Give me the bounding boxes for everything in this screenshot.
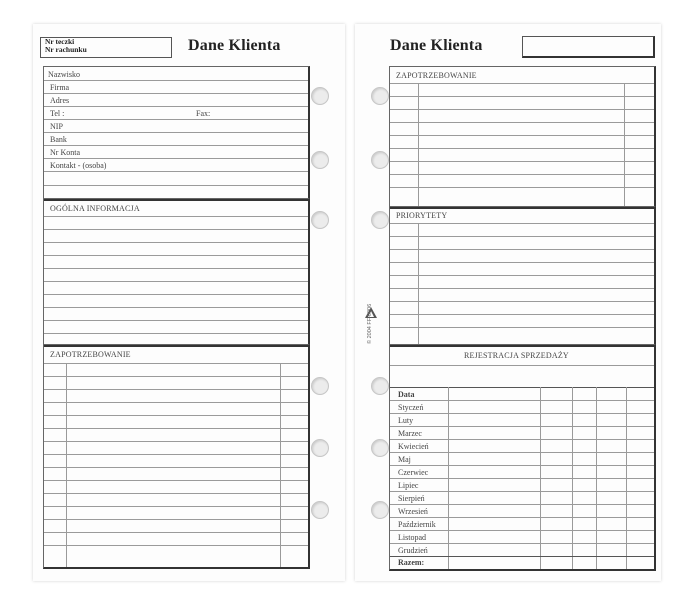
punch-hole <box>311 87 329 105</box>
field-label-name: Nazwisko <box>48 70 80 79</box>
total-label: Razem: <box>398 558 425 567</box>
field-label-contact: Kontakt - (osoba) <box>50 161 107 170</box>
punch-hole <box>311 151 329 169</box>
field-label-company: Firma <box>50 83 70 92</box>
field-label-nip: NIP <box>50 122 63 131</box>
field-label-address: Adres <box>50 96 70 105</box>
month-label: Czerwiec <box>398 468 429 477</box>
punch-hole <box>311 377 329 395</box>
left-page <box>33 24 345 581</box>
punch-hole <box>311 439 329 457</box>
header-input-box[interactable] <box>522 36 655 58</box>
file-number-box[interactable] <box>40 37 172 58</box>
sales-register-heading: REJESTRACJA SPRZEDAŻY <box>464 351 569 360</box>
contact-details-block <box>43 66 310 201</box>
needs-block-right <box>389 66 656 209</box>
date-column-header: Data <box>398 390 415 399</box>
punch-hole <box>371 501 389 519</box>
field-label-account: Nr Konta <box>50 148 80 157</box>
field-label-phone: Tel : <box>50 109 65 118</box>
sales-register-block <box>389 344 656 571</box>
file-number-label: Nr teczki <box>45 37 75 46</box>
punch-hole <box>371 211 389 229</box>
page-title-right: Dane Klienta <box>390 37 483 54</box>
field-label-fax: Fax: <box>196 109 211 118</box>
general-info-block <box>43 198 310 347</box>
punch-hole <box>371 439 389 457</box>
month-label: Marzec <box>398 429 422 438</box>
punch-hole <box>371 87 389 105</box>
needs-heading-left: ZAPOTRZEBOWANIE <box>50 350 131 359</box>
month-label: Październik <box>398 520 436 529</box>
month-label: Lipiec <box>398 481 419 490</box>
field-label-bank: Bank <box>50 135 67 144</box>
right-page <box>355 24 661 581</box>
punch-hole <box>371 151 389 169</box>
priorities-block <box>389 206 656 347</box>
month-label: Kwiecień <box>398 442 429 451</box>
priorities-heading: PRIORYTETY <box>396 211 448 220</box>
general-info-heading: OGÓLNA INFORMACJA <box>50 204 140 213</box>
punch-hole <box>311 211 329 229</box>
account-number-label: Nr rachunku <box>45 45 87 54</box>
month-label: Listopad <box>398 533 426 542</box>
needs-heading-right: ZAPOTRZEBOWANIE <box>396 71 477 80</box>
month-label: Maj <box>398 455 411 464</box>
needs-block-left <box>43 344 310 569</box>
punch-hole <box>311 501 329 519</box>
month-label: Sierpień <box>398 494 425 503</box>
month-label: Styczeń <box>398 403 424 412</box>
month-label: Luty <box>398 416 414 425</box>
copyright-note: © 2004 FF-0006 <box>367 303 373 344</box>
month-label: Wrzesień <box>398 507 428 516</box>
page-title-left: Dane Klienta <box>188 37 281 54</box>
punch-hole <box>371 377 389 395</box>
month-label: Grudzień <box>398 546 428 555</box>
